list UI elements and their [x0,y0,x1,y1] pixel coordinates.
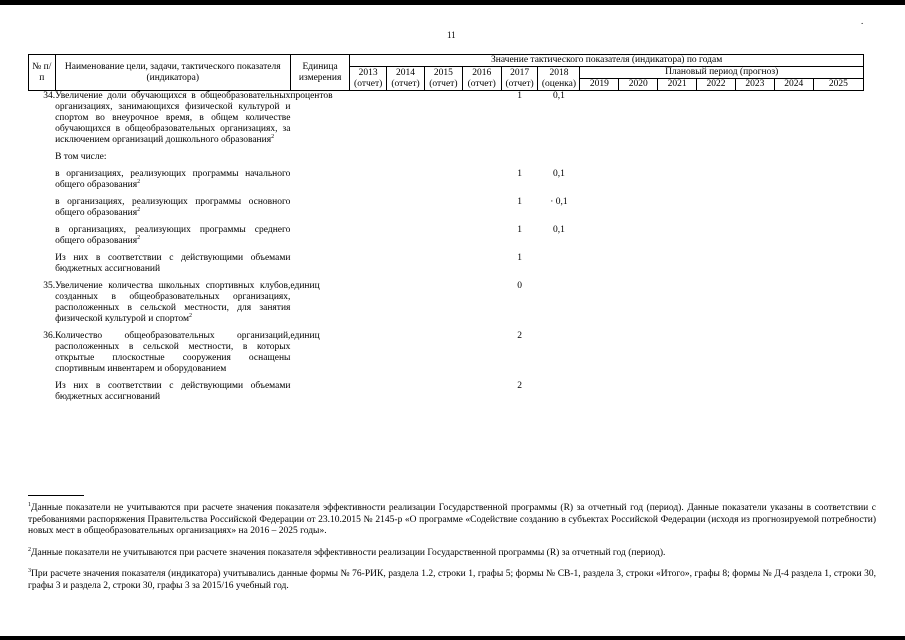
header-year-note: (оценка) [541,78,577,89]
row-value-empty [580,91,619,147]
row-value-empty [658,325,697,375]
footnote-ref: 2 [137,178,141,185]
row-name [55,375,290,403]
row-value-empty [387,91,425,147]
row-value-empty [580,219,619,247]
row-value-empty [813,191,863,219]
row-value-2018: 0,1 [553,225,565,235]
row-value-empty [774,275,813,325]
row-value-empty [424,375,462,403]
row-unit [290,191,349,219]
row-value-2018: · 0,1 [550,197,568,207]
row-number: 36. [43,331,56,341]
footnote-mark: 3 [28,567,31,574]
row-value-empty [580,275,619,325]
header-planned-title: Плановый период (прогноз) [580,67,864,79]
row-value-empty [424,247,462,275]
table-row [29,325,864,375]
header-year-2013 [350,67,387,91]
header-year-2016 [462,67,501,91]
row-value-empty [619,191,658,219]
table-row [29,146,864,163]
row-name-text: Из них в соответствии с действующими объемами бюджетных ассигнований [55,253,291,274]
row-value-empty [424,163,462,191]
row-number [29,375,56,403]
row-value-empty [774,191,813,219]
row-value-empty [350,146,387,163]
row-value-empty [735,219,774,247]
row-value-empty [580,325,619,375]
row-value-empty [580,247,619,275]
table-row [29,375,864,403]
table-row [29,91,864,147]
footnote [28,548,876,560]
row-value-empty [580,146,619,163]
row-value-empty [774,91,813,147]
row-number: 35. [43,281,56,291]
header-name: Наименование цели, задачи, тактического показателя (индикатора) [55,55,290,91]
header-year-label: 2014 [396,67,416,78]
row-value-empty [619,219,658,247]
header-year-2018 [538,67,580,91]
row-value-empty [424,91,462,147]
row-value-empty [350,325,387,375]
row-value-empty [813,219,863,247]
row-value-empty [387,219,425,247]
row-unit [290,247,349,275]
row-value-empty [774,146,813,163]
row-name-text: Количество общеобразовательных организаций, расположенных в сельской местности, в которых открытые плоскостные сооружения оснащены спортивным инвентарем и оборудованием [55,331,291,374]
row-value-empty [619,146,658,163]
row-name [55,91,290,147]
footnotes [28,503,876,602]
row-value-empty [387,275,425,325]
row-value-empty [350,191,387,219]
row-value-2018 [538,325,580,375]
header-year-note: (отчет) [391,78,420,89]
row-unit: процентов [290,91,333,101]
row-value-empty [424,325,462,375]
footnote [28,569,876,592]
footnote [28,503,876,538]
row-number [29,146,56,163]
row-value-empty [580,375,619,403]
row-value-empty [619,325,658,375]
header-year-note: (отчет) [429,78,458,89]
row-value-empty [658,375,697,403]
row-name-text: Увеличение доли обучающихся в общеобразовательных организациях, занимающихся физической культурой и спортом во внеурочное время, в общем количестве обучающихся в общеобразовательных организациях, за исключением организаций дошкольного образования [55,91,291,145]
row-value-2018 [538,146,580,163]
header-planned-year-2025: 2025 [813,79,863,91]
row-unit: единиц [290,331,320,341]
page-number: 11 [447,30,456,40]
footnote-text: Данные показатели не учитываются при расчете значения показателя эффективности реализации Государственной программы (R) за отчетный год (период). Данные показатели указаны в соответствии с требованиями распоряжения Правительства Российской Федерации от 23.10.2015 № 2145-р «О программе «Содействие созданию в субъектах Российской Федерации (исходя из прогнозируемой потребности) новых мест в общеобразовательных организациях» на 2016 – 2025 годы». [28,503,876,536]
row-value-empty [813,275,863,325]
header-number: № п/п [29,55,56,91]
row-value-empty [697,247,736,275]
header-year-label: 2016 [472,67,492,78]
row-name [55,247,290,275]
row-value-empty [735,163,774,191]
row-name-text: в организациях, реализующих программы начального общего образования [55,169,291,190]
row-value-empty [580,163,619,191]
row-value-empty [774,219,813,247]
row-value-empty [462,219,501,247]
table-row [29,247,864,275]
row-name [55,191,290,219]
row-value-empty [658,146,697,163]
table-row [29,163,864,191]
table-row [29,219,864,247]
row-value-empty [424,219,462,247]
row-value-empty [813,146,863,163]
row-name [55,163,290,191]
row-value-empty [697,375,736,403]
row-value-empty [462,275,501,325]
indicators-table [28,54,864,403]
row-name-text: Из них в соответствии с действующими объемами бюджетных ассигнований [55,381,291,402]
row-value-empty [462,191,501,219]
row-value-empty [697,275,736,325]
row-value-2017: 2 [517,331,522,341]
header-planned-year-2019: 2019 [580,79,619,91]
row-value-empty [462,146,501,163]
footnote-text: Данные показатели не учитываются при расчете значения показателя эффективности реализации Государственной программы (R) за отчетный год (период). [31,547,666,558]
row-value-empty [387,325,425,375]
footnote-separator [28,495,84,496]
row-value-empty [697,146,736,163]
row-value-empty [735,375,774,403]
row-value-empty [658,275,697,325]
row-unit [290,219,349,247]
header-planned-year-2020: 2020 [619,79,658,91]
row-value-empty [658,191,697,219]
row-value-empty [424,191,462,219]
header-year-label: 2018 [549,67,569,78]
row-value-empty [697,325,736,375]
header-planned-year-2023: 2023 [735,79,774,91]
row-value-empty [813,91,863,147]
row-value-empty [658,247,697,275]
header-values-title: Значение тактического показателя (индикатора) по годам [350,55,864,67]
row-number [29,163,56,191]
row-value-empty [387,247,425,275]
row-value-empty [735,275,774,325]
row-value-empty [350,247,387,275]
row-unit [290,146,349,163]
row-unit [290,163,349,191]
row-value-empty [735,91,774,147]
row-value-2017: 1 [517,197,522,207]
row-number: 34. [43,91,56,101]
row-value-empty [813,163,863,191]
row-value-2017: 0 [517,281,522,291]
row-value-empty [350,375,387,403]
footnote-ref: 2 [188,312,192,319]
row-value-2018: 0,1 [553,169,565,179]
row-value-empty [658,163,697,191]
row-value-empty [735,247,774,275]
row-name-text: в организациях, реализующих программы основного общего образования [55,197,291,218]
row-value-2018 [538,247,580,275]
row-value-empty [387,163,425,191]
row-value-empty [619,375,658,403]
footnote-ref: 2 [137,234,141,241]
header-year-label: 2013 [358,67,378,78]
header-year-2015 [424,67,462,91]
row-value-empty [735,146,774,163]
footnote-ref: 2 [137,206,141,213]
row-value-empty [774,375,813,403]
row-value-2018 [538,275,580,325]
row-value-empty [735,191,774,219]
row-value-2017: 2 [517,381,522,391]
row-name [55,325,290,375]
scan-speck: . [861,16,864,26]
row-value-2017: 1 [517,169,522,179]
row-value-empty [658,219,697,247]
header-year-label: 2015 [433,67,453,78]
row-unit [290,375,349,403]
footnote-ref: 2 [271,133,275,140]
row-value-empty [619,163,658,191]
row-value-empty [619,91,658,147]
row-value-empty [350,91,387,147]
row-value-empty [387,146,425,163]
row-name [55,275,290,325]
row-unit: единиц [290,281,320,291]
row-value-empty [462,375,501,403]
row-value-2017: 1 [517,253,522,263]
row-value-empty [350,275,387,325]
row-value-2017 [501,146,538,163]
row-value-empty [580,191,619,219]
footnote-mark: 2 [28,546,31,553]
row-value-empty [350,163,387,191]
page-bottom-border [0,636,905,640]
row-value-empty [813,375,863,403]
row-value-empty [774,163,813,191]
row-value-empty [462,91,501,147]
header-planned-year-2021: 2021 [658,79,697,91]
row-number [29,191,56,219]
row-value-empty [697,163,736,191]
row-value-2018 [538,375,580,403]
row-value-empty [697,219,736,247]
row-value-empty [813,247,863,275]
row-value-empty [774,247,813,275]
row-name [55,146,290,163]
row-value-empty [387,375,425,403]
row-value-empty [462,247,501,275]
row-value-empty [774,325,813,375]
row-value-empty [658,91,697,147]
header-year-note: (отчет) [354,78,383,89]
row-number [29,219,56,247]
row-value-empty [387,191,425,219]
row-value-2017: 1 [517,91,522,101]
table-body [29,91,864,404]
row-number [29,247,56,275]
row-value-empty [697,91,736,147]
table-row [29,275,864,325]
header-year-2014 [387,67,425,91]
table-row [29,191,864,219]
row-value-empty [619,275,658,325]
row-value-empty [424,275,462,325]
header-year-note: (отчет) [505,78,534,89]
row-value-empty [735,325,774,375]
row-value-empty [462,163,501,191]
row-value-empty [350,219,387,247]
footnote-text: При расчете значения показателя (индикатора) учитывались данные формы № 76-РИК, раздела 1.2, строки 1, графы 5; формы № СВ-1, раздела 3, строки «Итого», графы 8; формы № Д-4 раздела 1, строки 30, графы 3 и раздела 2, строки 30, графы 3 за 2015/16 учебный год. [28,569,876,591]
row-value-2018: 0,1 [553,91,565,101]
row-value-2017: 1 [517,225,522,235]
row-value-empty [424,146,462,163]
header-planned-year-2022: 2022 [697,79,736,91]
header-year-label: 2017 [510,67,530,78]
row-value-empty [813,325,863,375]
row-value-empty [697,191,736,219]
row-name-text: Увеличение количества школьных спортивных клубов, созданных в общеобразовательных организациях, расположенных в сельской местности, для занятия физической культурой и спортом [55,281,291,324]
header-year-2017 [501,67,538,91]
row-value-empty [462,325,501,375]
row-name [55,219,290,247]
row-name-text: в организациях, реализующих программы среднего общего образования [55,225,291,246]
page-top-border [0,0,905,5]
row-value-empty [619,247,658,275]
header-planned-year-2024: 2024 [774,79,813,91]
row-name-text: В том числе: [55,152,107,162]
footnote-mark: 1 [28,501,31,508]
header-unit: Единица измерения [290,55,349,91]
header-year-note: (отчет) [467,78,496,89]
